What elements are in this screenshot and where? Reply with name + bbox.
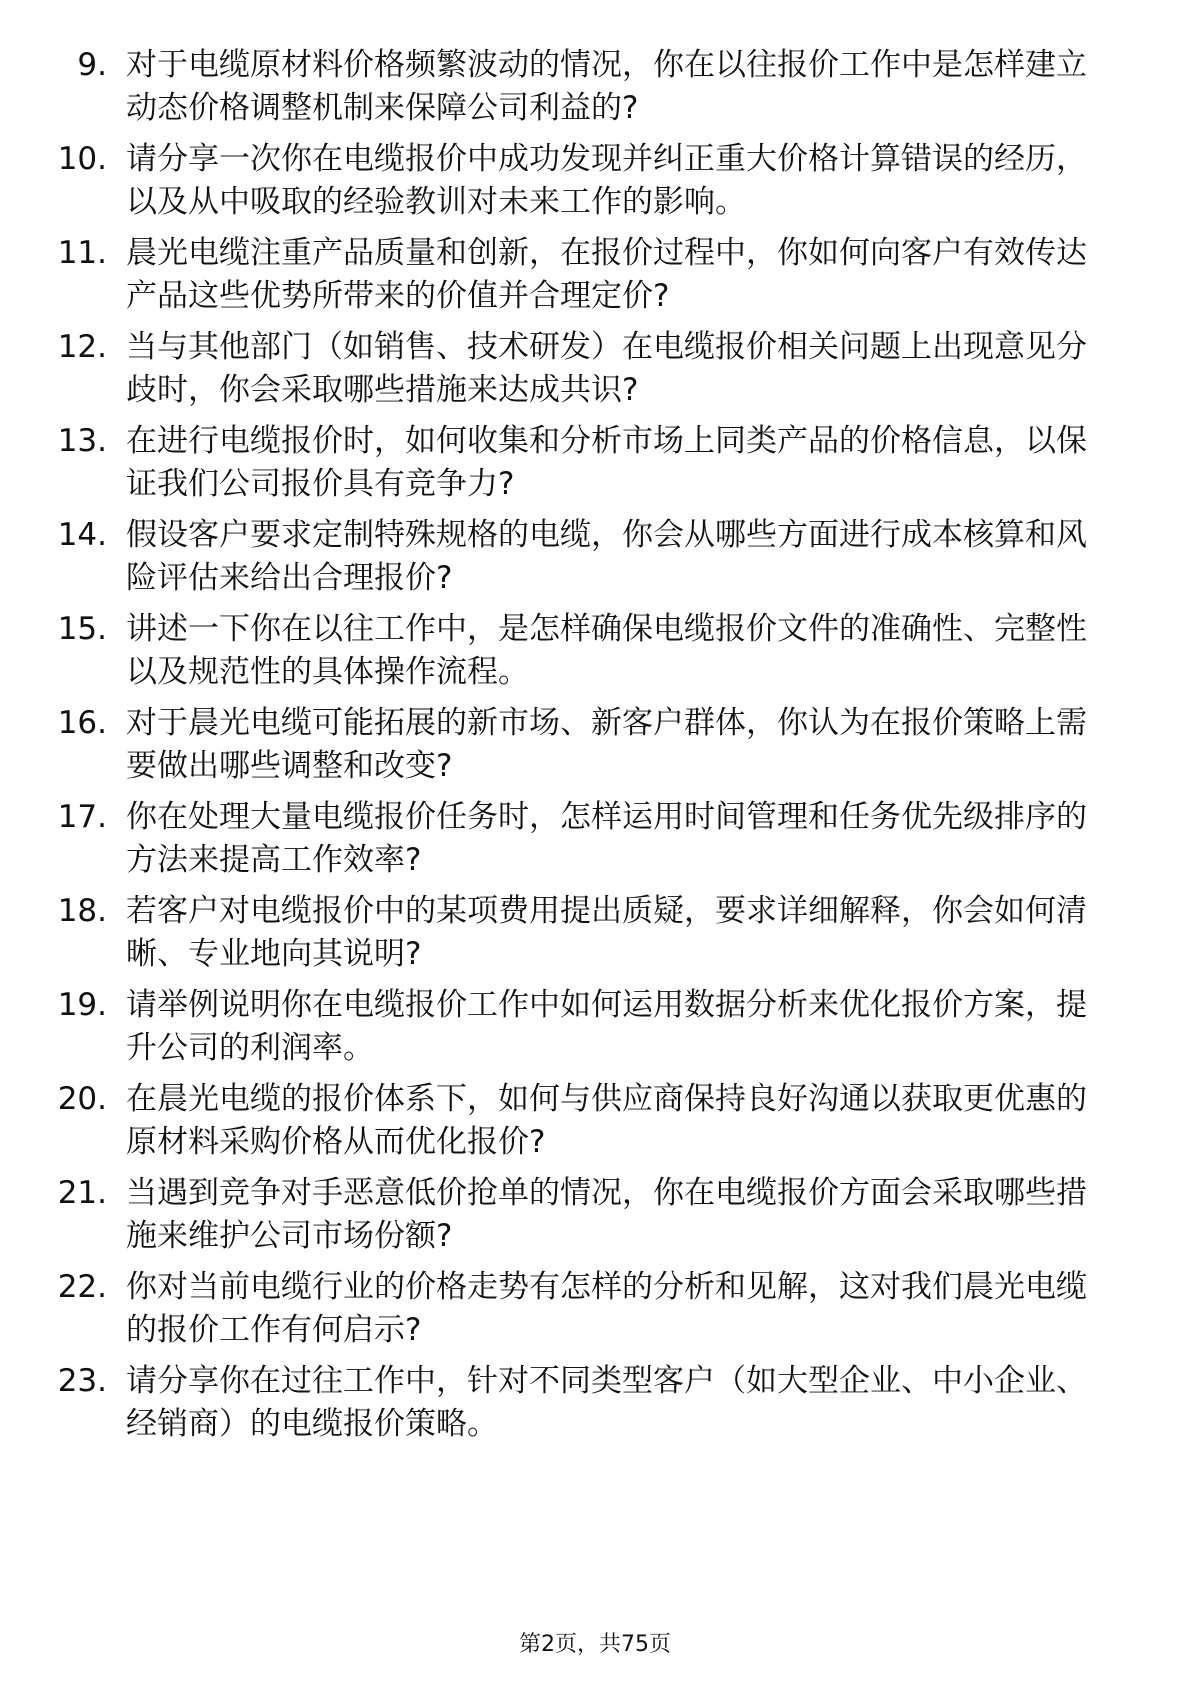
question-number: 18. xyxy=(57,893,107,929)
question-text: 对于晨光电缆可能拓展的新市场、新客户群体，你认为在报价策略上需要做出哪些调整和改变? xyxy=(126,705,1087,784)
question-text: 在晨光电缆的报价体系下，如何与供应商保持良好沟通以获取更优惠的原材料采购价格从而优化报价? xyxy=(126,1081,1087,1160)
question-number: 12. xyxy=(57,329,107,365)
question-text: 晨光电缆注重产品质量和创新，在报价过程中，你如何向客户有效传达产品这些优势所带来的价值并合理定价? xyxy=(126,235,1087,314)
question-item xyxy=(0,1172,1190,1266)
question-text: 请分享你在过往工作中，针对不同类型客户（如大型企业、中小企业、经销商）的电缆报价策略。 xyxy=(126,1363,1087,1442)
question-text: 当与其他部门（如销售、技术研发）在电缆报价相关问题上出现意见分歧时，你会采取哪些措施来达成共识? xyxy=(126,329,1087,408)
question-item xyxy=(0,702,1190,796)
page-footer: 第2页，共75页 xyxy=(519,1632,671,1657)
question-number: 19. xyxy=(57,987,107,1023)
question-item xyxy=(0,44,1190,138)
question-item xyxy=(0,232,1190,326)
question-number: 20. xyxy=(57,1081,107,1117)
question-item xyxy=(0,326,1190,420)
question-text: 请分享一次你在电缆报价中成功发现并纠正重大价格计算错误的经历，以及从中吸取的经验教训对未来工作的影响。 xyxy=(126,141,1087,220)
question-number: 17. xyxy=(57,799,107,835)
question-number: 22. xyxy=(57,1269,107,1305)
question-text: 若客户对电缆报价中的某项费用提出质疑，要求详细解释，你会如何清晰、专业地向其说明? xyxy=(126,893,1087,972)
question-number: 13. xyxy=(57,423,107,459)
question-number: 11. xyxy=(57,235,107,271)
question-item xyxy=(0,138,1190,232)
question-text: 讲述一下你在以往工作中，是怎样确保电缆报价文件的准确性、完整性以及规范性的具体操作流程。 xyxy=(126,611,1087,690)
question-text: 当遇到竞争对手恶意低价抢单的情况，你在电缆报价方面会采取哪些措施来维护公司市场份额? xyxy=(126,1175,1087,1254)
question-number: 9. xyxy=(77,47,107,83)
question-number: 16. xyxy=(57,705,107,741)
question-item xyxy=(0,514,1190,608)
question-text: 你在处理大量电缆报价任务时，怎样运用时间管理和任务优先级排序的方法来提高工作效率? xyxy=(126,799,1087,878)
question-item xyxy=(0,1360,1190,1454)
question-list xyxy=(0,44,1190,1454)
question-item xyxy=(0,1078,1190,1172)
question-text: 对于电缆原材料价格频繁波动的情况，你在以往报价工作中是怎样建立动态价格调整机制来保障公司利益的? xyxy=(126,47,1087,126)
question-number: 23. xyxy=(57,1363,107,1399)
question-text: 在进行电缆报价时，如何收集和分析市场上同类产品的价格信息，以保证我们公司报价具有竞争力? xyxy=(126,423,1087,502)
question-number: 21. xyxy=(57,1175,107,1211)
question-text: 假设客户要求定制特殊规格的电缆，你会从哪些方面进行成本核算和风险评估来给出合理报价? xyxy=(126,517,1087,596)
question-number: 10. xyxy=(57,141,107,177)
question-item xyxy=(0,796,1190,890)
question-text: 你对当前电缆行业的价格走势有怎样的分析和见解，这对我们晨光电缆的报价工作有何启示? xyxy=(126,1269,1087,1348)
question-number: 15. xyxy=(57,611,107,647)
question-number: 14. xyxy=(57,517,107,553)
question-item xyxy=(0,1266,1190,1360)
question-item xyxy=(0,890,1190,984)
question-text: 请举例说明你在电缆报价工作中如何运用数据分析来优化报价方案，提升公司的利润率。 xyxy=(126,987,1087,1066)
question-item xyxy=(0,984,1190,1078)
question-item xyxy=(0,608,1190,702)
question-item xyxy=(0,420,1190,514)
